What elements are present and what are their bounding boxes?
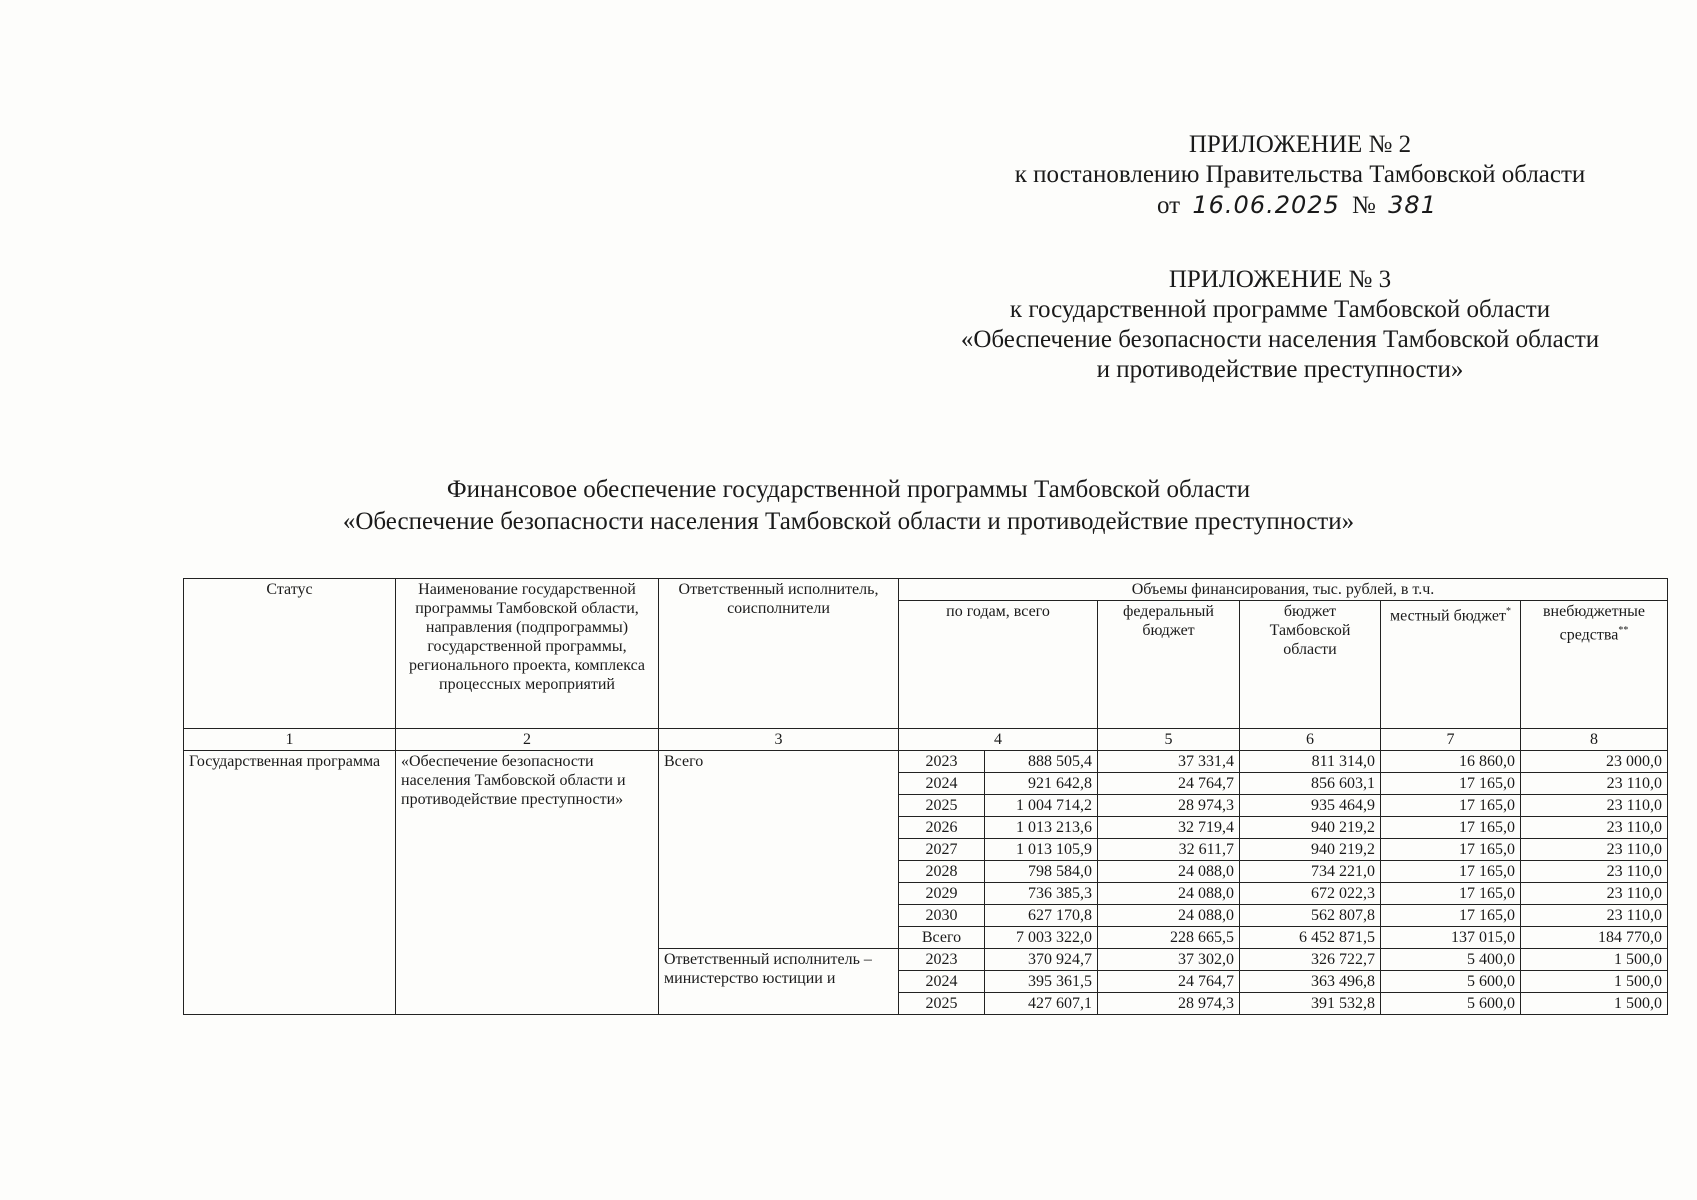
header-extra-label: внебюджетные средства [1543, 603, 1645, 644]
extra-cell: 23 000,0 [1521, 751, 1668, 773]
header-local [1381, 601, 1521, 729]
total-cell: 1 004 714,2 [985, 795, 1098, 817]
header-volumes: Объемы финансирования, тыс. рублей, в т.ч. [899, 579, 1668, 601]
col-number: 6 [1240, 729, 1381, 751]
status-cell: Государственная программа [184, 751, 396, 1015]
header-local-mark: * [1505, 606, 1511, 617]
local-cell: 17 165,0 [1381, 817, 1521, 839]
local-cell: 5 400,0 [1381, 949, 1521, 971]
local-cell: 17 165,0 [1381, 773, 1521, 795]
date-handwritten: 16.06.2025 [1192, 191, 1340, 219]
header-regional: бюджет Тамбовской области [1240, 601, 1381, 729]
executor-cell: Всего [659, 751, 899, 949]
local-cell: 17 165,0 [1381, 905, 1521, 927]
extra-cell: 23 110,0 [1521, 795, 1668, 817]
federal-cell: 24 088,0 [1098, 861, 1240, 883]
local-cell: 137 015,0 [1381, 927, 1521, 949]
regional-cell: 940 219,2 [1240, 839, 1381, 861]
federal-cell: 24 764,7 [1098, 773, 1240, 795]
executor-cell: Ответственный исполнитель – министерство юстиции и [659, 949, 899, 1015]
year-cell: 2025 [899, 993, 985, 1015]
total-cell: 370 924,7 [985, 949, 1098, 971]
local-cell: 5 600,0 [1381, 993, 1521, 1015]
document-title [0, 474, 1697, 538]
number-handwritten: 381 [1388, 191, 1437, 219]
appendix2-title: ПРИЛОЖЕНИЕ № 2 [1188, 131, 1412, 158]
appendix3-header [900, 265, 1660, 385]
year-cell: 2024 [899, 971, 985, 993]
total-cell: 7 003 322,0 [985, 927, 1098, 949]
extra-cell: 23 110,0 [1521, 905, 1668, 927]
year-cell: 2027 [899, 839, 985, 861]
extra-cell: 23 110,0 [1521, 839, 1668, 861]
regional-cell: 940 219,2 [1240, 817, 1381, 839]
col-number: 4 [899, 729, 1098, 751]
total-cell: 1 013 105,9 [985, 839, 1098, 861]
federal-cell: 24 088,0 [1098, 905, 1240, 927]
local-cell: 17 165,0 [1381, 839, 1521, 861]
total-cell: 627 170,8 [985, 905, 1098, 927]
financing-table [183, 578, 1668, 1015]
regional-cell: 856 603,1 [1240, 773, 1381, 795]
local-cell: 16 860,0 [1381, 751, 1521, 773]
program-name-cell: «Обеспечение безопасности населения Тамбовской области и противодействие преступности» [396, 751, 659, 1015]
federal-cell: 37 302,0 [1098, 949, 1240, 971]
header-extra [1521, 601, 1668, 729]
regional-cell: 734 221,0 [1240, 861, 1381, 883]
local-cell: 17 165,0 [1381, 795, 1521, 817]
col-number: 1 [184, 729, 396, 751]
year-cell: 2023 [899, 949, 985, 971]
local-cell: 5 600,0 [1381, 971, 1521, 993]
table-row [184, 751, 1668, 773]
regional-cell: 935 464,9 [1240, 795, 1381, 817]
appendix3-line4: и противодействие преступности» [1096, 356, 1464, 383]
header-federal: федеральный бюджет [1098, 601, 1240, 729]
year-cell: 2029 [899, 883, 985, 905]
extra-cell: 1 500,0 [1521, 971, 1668, 993]
extra-cell: 184 770,0 [1521, 927, 1668, 949]
federal-cell: 24 764,7 [1098, 971, 1240, 993]
extra-cell: 23 110,0 [1521, 773, 1668, 795]
column-numbers-row [184, 729, 1668, 751]
year-cell: 2026 [899, 817, 985, 839]
federal-cell: 24 088,0 [1098, 883, 1240, 905]
extra-cell: 23 110,0 [1521, 883, 1668, 905]
header-by-years: по годам, всего [899, 601, 1098, 729]
local-cell: 17 165,0 [1381, 861, 1521, 883]
regional-cell: 6 452 871,5 [1240, 927, 1381, 949]
appendix2-date-line [940, 190, 1660, 221]
year-cell: 2030 [899, 905, 985, 927]
col-number: 5 [1098, 729, 1240, 751]
regional-cell: 811 314,0 [1240, 751, 1381, 773]
date-prefix: от [1157, 192, 1181, 219]
year-cell: 2025 [899, 795, 985, 817]
header-name: Наименование государственной программы Тамбовской области, направления (подпрограммы) государственной программы, регионального проекта, комплекса процессных мероприятий [396, 579, 659, 729]
col-number: 2 [396, 729, 659, 751]
header-executor: Ответственный исполнитель, соисполнители [659, 579, 899, 729]
extra-cell: 1 500,0 [1521, 949, 1668, 971]
regional-cell: 363 496,8 [1240, 971, 1381, 993]
header-status: Статус [184, 579, 396, 729]
regional-cell: 391 532,8 [1240, 993, 1381, 1015]
extra-cell: 1 500,0 [1521, 993, 1668, 1015]
year-cell: 2028 [899, 861, 985, 883]
federal-cell: 32 719,4 [1098, 817, 1240, 839]
document-title-line1: Финансовое обеспечение государственной программы Тамбовской области [446, 476, 1251, 503]
document-title-line2: «Обеспечение безопасности населения Тамбовской области и противодействие преступности» [342, 508, 1355, 535]
total-cell: 736 385,3 [985, 883, 1098, 905]
appendix2-header [940, 130, 1660, 221]
appendix3-title: ПРИЛОЖЕНИЕ № 3 [1168, 266, 1392, 293]
local-cell: 17 165,0 [1381, 883, 1521, 905]
header-extra-mark: ** [1618, 625, 1629, 636]
col-number: 3 [659, 729, 899, 751]
federal-cell: 28 974,3 [1098, 993, 1240, 1015]
appendix3-line2: к государственной программе Тамбовской области [1009, 296, 1551, 323]
year-cell: 2024 [899, 773, 985, 795]
year-cell: 2023 [899, 751, 985, 773]
total-cell: 888 505,4 [985, 751, 1098, 773]
federal-cell: 37 331,4 [1098, 751, 1240, 773]
extra-cell: 23 110,0 [1521, 817, 1668, 839]
col-number: 8 [1521, 729, 1668, 751]
federal-cell: 28 974,3 [1098, 795, 1240, 817]
number-prefix: № [1352, 192, 1376, 219]
appendix3-line3: «Обеспечение безопасности населения Тамбовской области [960, 326, 1600, 353]
total-cell: 798 584,0 [985, 861, 1098, 883]
appendix2-subtitle: к постановлению Правительства Тамбовской области [1014, 161, 1586, 188]
total-cell: 395 361,5 [985, 971, 1098, 993]
total-cell: 1 013 213,6 [985, 817, 1098, 839]
col-number: 7 [1381, 729, 1521, 751]
regional-cell: 326 722,7 [1240, 949, 1381, 971]
header-local-label: местный бюджет [1390, 607, 1506, 625]
federal-cell: 228 665,5 [1098, 927, 1240, 949]
federal-cell: 32 611,7 [1098, 839, 1240, 861]
extra-cell: 23 110,0 [1521, 861, 1668, 883]
total-cell: 921 642,8 [985, 773, 1098, 795]
regional-cell: 672 022,3 [1240, 883, 1381, 905]
regional-cell: 562 807,8 [1240, 905, 1381, 927]
year-cell: Всего [899, 927, 985, 949]
total-cell: 427 607,1 [985, 993, 1098, 1015]
